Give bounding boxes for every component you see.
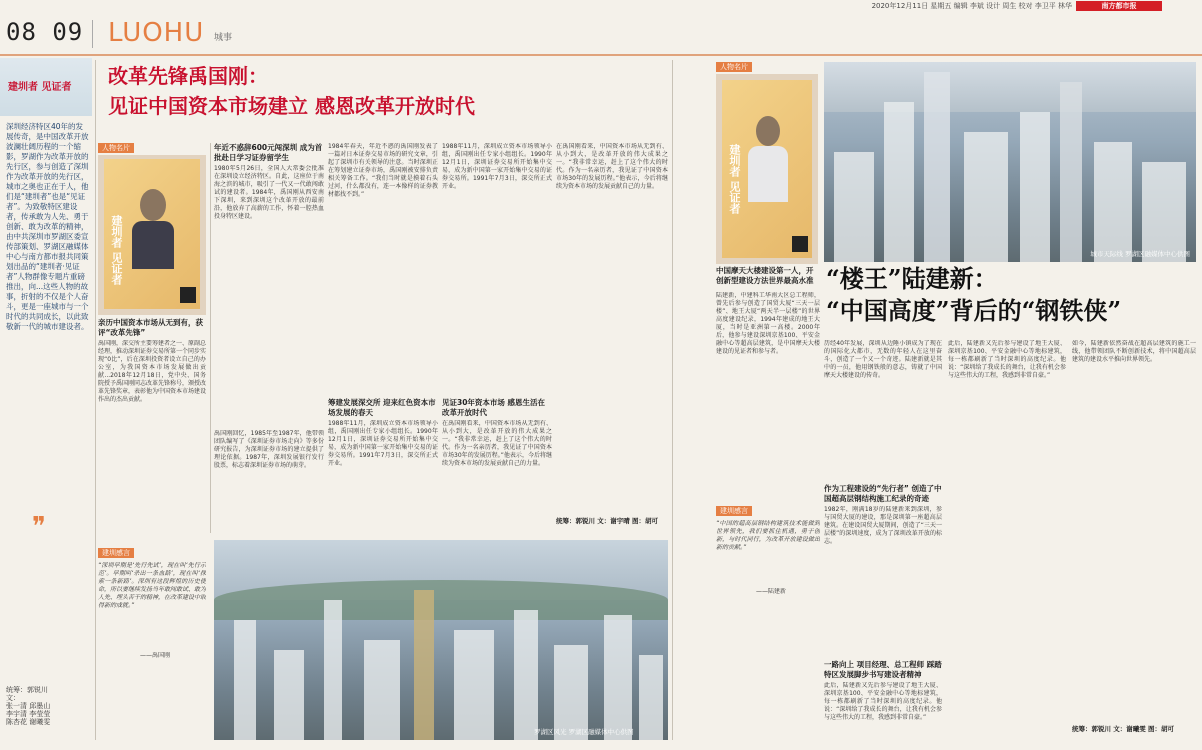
portrait-poster xyxy=(722,80,812,258)
building xyxy=(639,655,663,740)
article2-body-b: 1982年，刚满18岁的陆建新来到深圳，参与国贸大厦的建设，那是深圳第一座超高层建筑。在建设国贸大厦期间，创造了“三天一层楼”的深圳速度，成为了深圳改革开放的标志。 xyxy=(824,506,942,545)
article2-skyline-photo xyxy=(824,62,1196,262)
portrait-body-icon xyxy=(132,221,174,269)
portrait-body-icon xyxy=(748,146,788,202)
article2-title-line1: “楼王”陆建新： xyxy=(826,264,998,293)
building xyxy=(834,152,874,262)
article1-title-line1: 改革先锋禹国刚： xyxy=(108,64,268,88)
article2-body-c2: 此后，陆建新又先后参与建设了地王大厦、深圳京基100、平安金融中心等地标建筑，每一栋都刷新了当时深圳的高度纪录。他说：“深圳给了我成长的舞台，让我有机会参与这些伟大的工程，我感到非常自豪。” xyxy=(948,340,1066,379)
article1-body-d2: 1988年11月，深圳成立资本市场领导小组，禹国刚出任专家小组组长。1990年12月1日，深圳证券交易所开始集中交易，成为新中国第一家开始集中交易的证券交易所。1991年7月3日，深交所正式开业。 xyxy=(442,143,552,190)
article1-photo-credit: 罗湖区风光 罗湖区融媒体中心供图 xyxy=(534,728,634,736)
article2-portrait-card xyxy=(716,74,818,264)
building xyxy=(924,72,950,262)
qr-code-icon xyxy=(792,236,808,252)
article1-body-e2: 在禹国刚看来，中国资本市场从无到有、从小到大，是改革开放的伟大成果之一。“我非常幸运，赶上了这个伟大的时代。作为一名亲历者，我见证了中国资本市场30年的发展历程。”他表示，今后将继续为资本市场的发展贡献自己的力量。 xyxy=(556,143,668,190)
portrait-head-icon xyxy=(756,116,780,146)
column-divider xyxy=(210,143,211,533)
article1-quote: “深圳早期是‘先行先试’，现在叫‘先行示范’。早期叫‘杀出一条血路’，现在叫‘探索一条新路’。深圳有这段辉煌的历史使命，所以要继续发扬当年敢闯敢试、敢为人先、埋头苦干的精神，在改革建设中取得新的成就。” xyxy=(98,562,206,609)
header-meta: 2020年12月11日 星期五 编辑 李斌 设计 周生 校对 李卫平 林华 xyxy=(871,2,1072,10)
building xyxy=(274,650,304,740)
building xyxy=(1142,162,1186,262)
building xyxy=(604,615,632,740)
sky xyxy=(824,62,1196,112)
column-divider xyxy=(672,60,673,740)
article1-photo-caption: 亲历中国资本市场从无到有，获评“改革先锋” xyxy=(98,318,203,337)
building xyxy=(414,590,434,740)
building xyxy=(514,610,538,740)
article1-body-b: 1984年春天，年近不惑的禹国刚发表了一篇对日本证券交易市场的研究文章，引起了深圳市有关领导的注意。当时深圳正在筹划建立证券市场，禹国刚被安排负责相关筹备工作。“我们当时就是摸着石头过河，什么都没有，连一本像样的证券教材都找不到。” xyxy=(328,143,438,198)
building xyxy=(234,620,256,740)
quote-mark-icon: ❞ xyxy=(32,512,46,542)
building xyxy=(324,600,342,740)
article1-portrait-card xyxy=(98,155,206,315)
article2-title-line2: “中国高度”背后的“钢铁侠” xyxy=(826,296,1122,325)
sidebar-badge: 建圳者 见证者 xyxy=(8,82,72,93)
hills xyxy=(214,580,668,620)
article2-subhead2: 一路向上 项目经理、总工程师 踩踏特区发展脚步书写建设者精神 xyxy=(824,660,942,679)
article2-body-a: 历经40年发展，深圳从边陲小镇成为了现在的国际化大都市，无数的年轻人在这里奋斗，创造了一个又一个奇迹。陆建新就是其中的一员，他用钢铁般的意志，铸就了中国摩天大楼建设的传奇。 xyxy=(824,340,942,379)
article2-body-d: 如今，陆建新依然奋战在超高层建筑的施工一线，他带领团队不断创新技术，将中国超高层建筑的建设水平推向世界领先。 xyxy=(1072,340,1196,363)
article2-bio: 陆建新，中建科工华南大区总工程师，曾先后参与创造了国贸大厦“三天一层楼”、地王大厦“两天半一层楼”的世界高度建设纪录，1994年建成的地王大厦，当时是亚洲第一高楼。2000年后，他参与建设深圳京基100、平安金融中心等超高层建筑，是中国摩天大楼建设的见证者和参与者。 xyxy=(716,292,820,355)
newspaper-logo: 南方都市报 xyxy=(1076,1,1162,11)
sidebar-intro: 深圳经济特区40年的发展传奇，是中国改革开放波澜壮阔历程的一个缩影，罗湖作为改革开放的先行区，参与创造了深圳作为改革开放的先行区，城市之奥也正在于人，他们是“建圳者”也是“见证者”。为致敬特区建设者，传承敢为人先、勇于创新、敢为改革的精神，由中共深圳市罗湖区委宣传部策划、罗湖区融媒体中心与南方都市报共同策划出品的“建圳者·见证者”人物群像专题片重磅推出，向...这些人物的故事，折射的不仅是个人奋斗，更是一座城市与一个时代的共同成长，以此致敬新一代的城市建设者。 xyxy=(6,122,89,331)
article1-subhead2: 筹建发展深交所 迎来红色资本市场发展的春天 xyxy=(328,398,436,417)
article1-body-a: 1980年5月26日，全国人大常委会批准在深圳设立经济特区。自此，这座位于南海之滨的城市，吸引了一代又一代敢闯敢试的建设者。1984年，禹国刚从西安南下深圳，来到深圳这个改革开放的最前沿，他放弃了高薪的工作，怀着一腔热血投身特区建设。 xyxy=(214,165,324,220)
qr-code-icon xyxy=(180,287,196,303)
article1-body-e: 在禹国刚看来，中国资本市场从无到有、从小到大，是改革开放的伟大成果之一。“我非常幸运，赶上了这个伟大的时代。作为一名亲历者，我见证了中国资本市场30年的发展历程。”他表示，今后将继续为资本市场的发展贡献自己的力量。 xyxy=(442,420,552,467)
poster-badge: 建圳者 见证者 xyxy=(110,215,123,285)
article1-bio: 禹国刚，深交所主要筹建者之一、原副总经理，推动深圳证券交易所第一个同步实现“0比”，后在深圳投资者设立自己的办公室，为我国资本市场发展做出贡献...2018年12月18日，党中央、国务院授予禹国刚同志改革先锋称号，颁授改革先锋奖章，表彰他为中国资本市场建设作出的杰出贡献。 xyxy=(98,340,206,403)
building xyxy=(964,132,1008,262)
article1-quote-sign: ——禹国刚 xyxy=(140,652,171,659)
article1-body-d: 1988年11月，深圳成立资本市场领导小组，禹国刚出任专家小组组长。1990年12月1日，深圳证券交易所开始集中交易，成为新中国第一家开始集中交易的证券交易所。1991年7月3日，深交所正式开业。 xyxy=(328,420,438,467)
building xyxy=(364,640,400,740)
poster-badge: 建圳者 见证者 xyxy=(728,144,741,214)
article1-city-photo xyxy=(214,540,668,740)
article2-subhead1: 作为工程建设的“先行者” 创造了中国超高层钢结构施工纪录的奇迹 xyxy=(824,484,942,503)
building xyxy=(454,630,494,740)
building xyxy=(884,102,914,262)
article1-title-line2: 见证中国资本市场建立 感恩改革开放时代 xyxy=(108,94,475,118)
column-divider xyxy=(95,60,96,740)
article1-quote-tag: 建圳感言 xyxy=(98,548,134,558)
article1-subhead1: 年近不惑辞600元闯深圳 成为首批赴日学习证券留学生 xyxy=(214,143,323,162)
article2-tag: 人物名片 xyxy=(716,62,752,72)
article2-quote-sign: ——陆建新 xyxy=(756,588,787,595)
article1-body-c: 禹国刚回忆，1985年至1987年，他带领团队编写了《深圳证券市场走向》等多份研究报告，为深圳证券市场的建立提供了理论依据。1987年，深圳发展银行发行股票，标志着深圳证券市场的萌芽。 xyxy=(214,430,324,469)
sidebar-credits: 统筹：郭锐川 文： 张一清 邱墨山 李宇清 李莹莹 陈杏花 谢曦雯 xyxy=(6,686,51,726)
building xyxy=(554,645,588,740)
building xyxy=(1020,112,1050,262)
article2-credit: 统筹：郭锐川 文：谢曦雯 图：胡可 xyxy=(1072,725,1175,733)
article1-tag: 人物名片 xyxy=(98,143,134,153)
section-cn: 城事 xyxy=(214,33,233,43)
article2-photo-credit: 城市天际线 罗湖区融媒体中心供图 xyxy=(1090,250,1190,258)
building xyxy=(1060,82,1082,262)
page-bar-divider xyxy=(92,20,93,48)
page-number: 08 09 xyxy=(6,18,84,46)
article1-subhead3: 见证30年资本市场 感恩生活在改革开放时代 xyxy=(442,398,546,417)
article2-body-c: 此后，陆建新又先后参与建设了地王大厦、深圳京基100、平安金融中心等地标建筑，每一栋都刷新了当时深圳的高度纪录。他说：“深圳给了我成长的舞台，让我有机会参与这些伟大的工程，我感到非常自豪。” xyxy=(824,682,942,721)
article2-quote: “中国的超高层钢结构建筑技术能做到世界领先，我们要抓住机遇，勇于创新，与时代同行，为改革开放建设做出新的贡献。” xyxy=(716,520,820,551)
article2-photo-caption: 中国摩天大楼建设第一人，开创新型建设方法世界最高水准 xyxy=(716,266,814,285)
portrait-poster xyxy=(104,159,200,309)
article1-credit: 统筹：郭锐川 文：谢宇晴 图：胡可 xyxy=(556,517,659,525)
building xyxy=(1094,142,1132,262)
article2-quote-tag: 建圳感言 xyxy=(716,506,752,516)
section-name: LUOHU xyxy=(108,18,205,48)
portrait-head-icon xyxy=(140,189,166,221)
